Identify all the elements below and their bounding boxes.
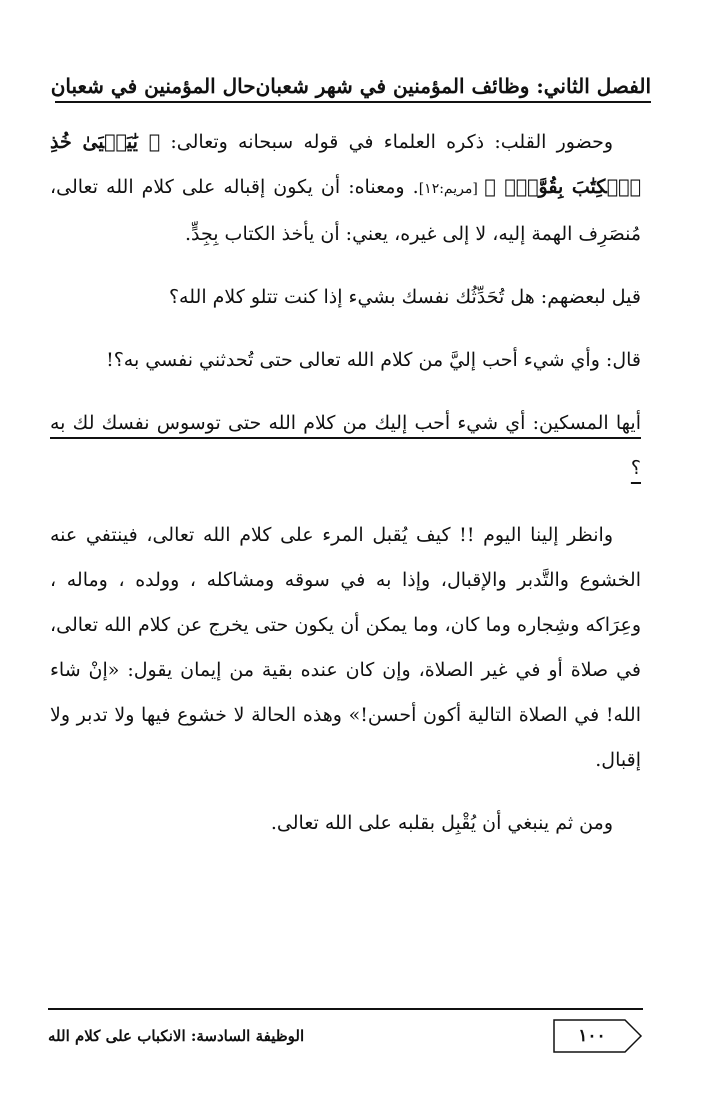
page-body <box>50 120 641 846</box>
quran-verse: ﴿ يَٰيَحۡيَىٰ خُذِ ٱلۡكِتَٰبَ بِقُوَّةٖۖ ﴾ <box>50 131 641 198</box>
paragraph-6: ومن ثم ينبغي أن يُقْبِل بقلبه على الله تعالى. <box>270 812 613 834</box>
footer-rule <box>48 1008 643 1010</box>
section-title: حال المؤمنين في شعبان <box>50 74 256 98</box>
paragraph-1-text-b: . ومعناه: أن يكون إقباله على كلام الله تعالى، مُنصَرِف الهمة إليه، لا إلى غيره، يعني: أن يأخذ الكتاب بِجِدٍّ. <box>50 176 641 245</box>
paragraph-1-text-a: وحضور القلب: ذكره العلماء في قوله سبحانه وتعالى: <box>160 131 614 153</box>
paragraph-4-text: أيها المسكين: أي شيء أحب إليك من كلام الله حتى توسوس نفسك لك به ؟ <box>50 412 641 479</box>
paragraph-2: قيل لبعضهم: هل تُحَدِّثُك نفسك بشيء إذا كنت تتلو كلام الله؟ <box>168 286 641 308</box>
page-footer <box>48 1016 643 1056</box>
page-number: ١٠٠ <box>578 1026 606 1046</box>
running-header <box>50 58 651 98</box>
paragraph-3: قال: وأي شيء أحب إليَّ من كلام الله تعالى حتى تُحدثني نفسي به؟! <box>106 349 641 371</box>
paragraph-1 <box>50 120 641 257</box>
header-rule <box>55 101 651 103</box>
page-number-box <box>553 1019 643 1053</box>
footer-title: الوظيفة السادسة: الانكباب على كلام الله <box>48 1027 305 1045</box>
paragraph-4 <box>50 401 641 491</box>
verse-reference: [مريم:١٢] <box>418 181 485 197</box>
paragraph-5: وانظر إلينا اليوم !! كيف يُقبل المرء على كلام الله تعالى، فينتفي عنه الخشوع والتَّدبر والإقبال، وإذا به في سوقه ومشاكله ، وولده ، وماله ، وعِرَاكه وشِجاره وما كان، وما يمكن أن يكون حتى يخرج عن كلام الله تعالى، في صلاة أو في غير الصلاة، وإن كان عنده بقية من إيمان يقول: «إنْ شاء الله! في الصلاة التالية أكون أحسن!» وهذه الحالة لا خشوع فيها ولا تدبر ولا إقبال. <box>50 524 641 771</box>
chapter-title: الفصل الثاني: وظائف المؤمنين في شهر شعبان <box>255 74 651 98</box>
